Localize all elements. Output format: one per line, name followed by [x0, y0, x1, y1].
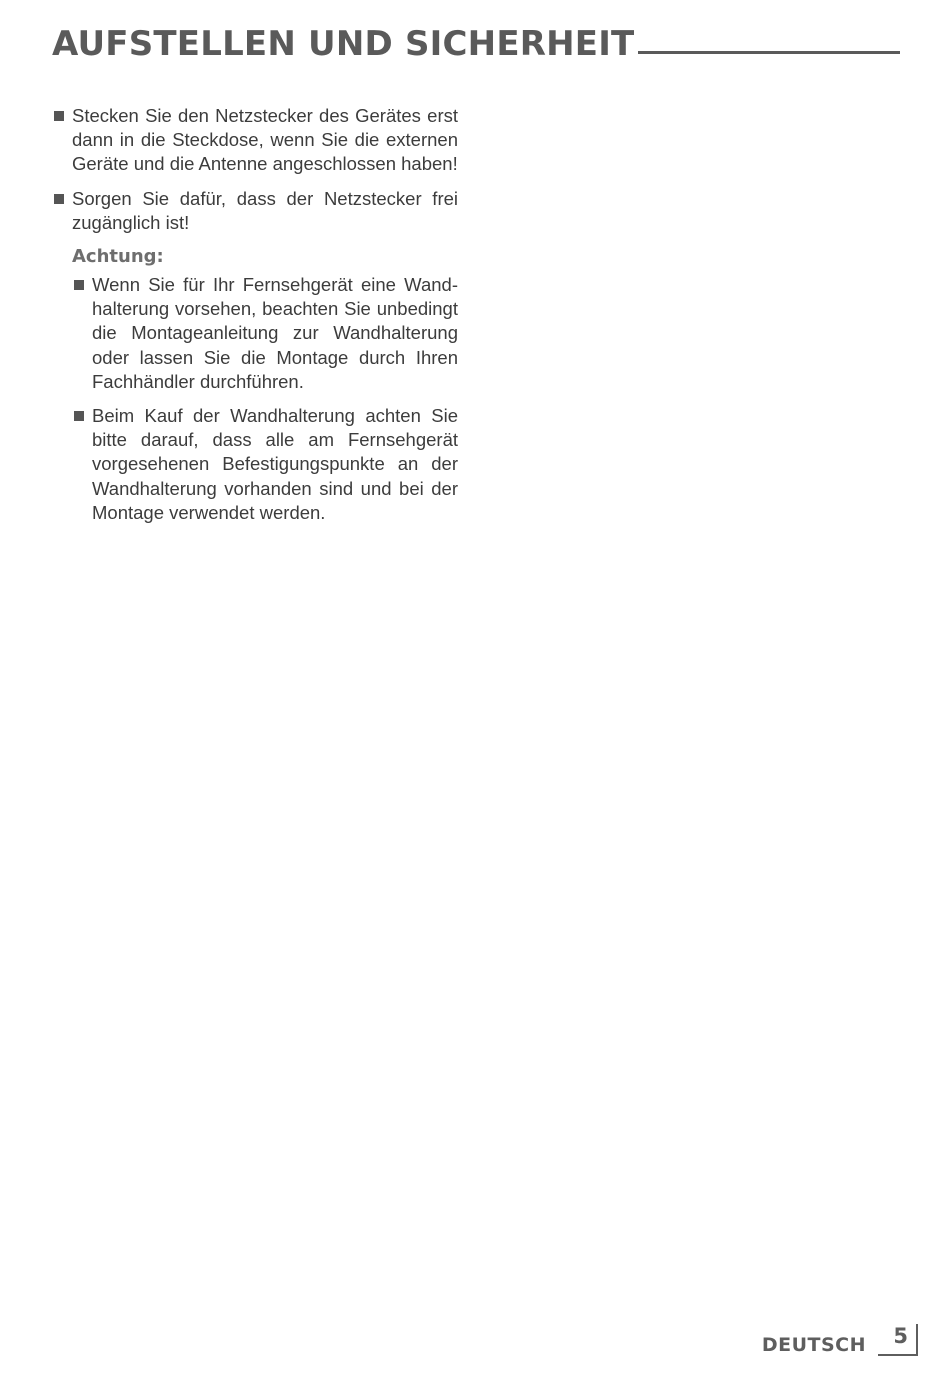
footer-language: DEUTSCH	[761, 1334, 866, 1356]
square-bullet-icon	[74, 280, 84, 290]
square-bullet-icon	[54, 111, 64, 121]
list-item-text: Sorgen Sie dafür, dass der Netzstecker frei zugänglich ist!	[72, 187, 458, 233]
square-bullet-icon	[54, 194, 64, 204]
content-column	[52, 104, 458, 535]
notice-heading: Achtung:	[72, 246, 164, 268]
page-title: AUFSTELLEN UND SICHERHEIT	[52, 24, 635, 64]
notice-block	[72, 245, 458, 525]
list-item-text: Stecken Sie den Netzstecker des Gerätes erst dann in die Steckdose, wenn Sie die externen Geräte und die Antenne angeschlossen haben!	[72, 105, 458, 175]
list-item	[52, 187, 458, 235]
notice-item-text: Wenn Sie für Ihr Fernsehgerät eine Wandhalterung vorsehen, beachten Sie unbedingt die Montageanleitung zur Wandhalterung oder lassen Sie die Montage durch Ihren Fachhändler durchführen.	[92, 274, 458, 392]
list-item	[52, 104, 458, 177]
page-number: 5	[893, 1324, 908, 1348]
page-footer	[762, 1324, 918, 1356]
page-number-box	[878, 1324, 918, 1356]
notice-item-text: Beim Kauf der Wandhalterung achten Sie bitte darauf, dass alle am Fernsehgerät vorgesehenen Befestigungspunkte an der Wandhalterung vorhanden sind und bei der Montage verwendet werden.	[92, 405, 458, 523]
header-rule	[638, 51, 900, 54]
page-header	[52, 20, 900, 64]
notice-list-item	[72, 273, 458, 394]
square-bullet-icon	[74, 411, 84, 421]
notice-list-item	[72, 404, 458, 525]
